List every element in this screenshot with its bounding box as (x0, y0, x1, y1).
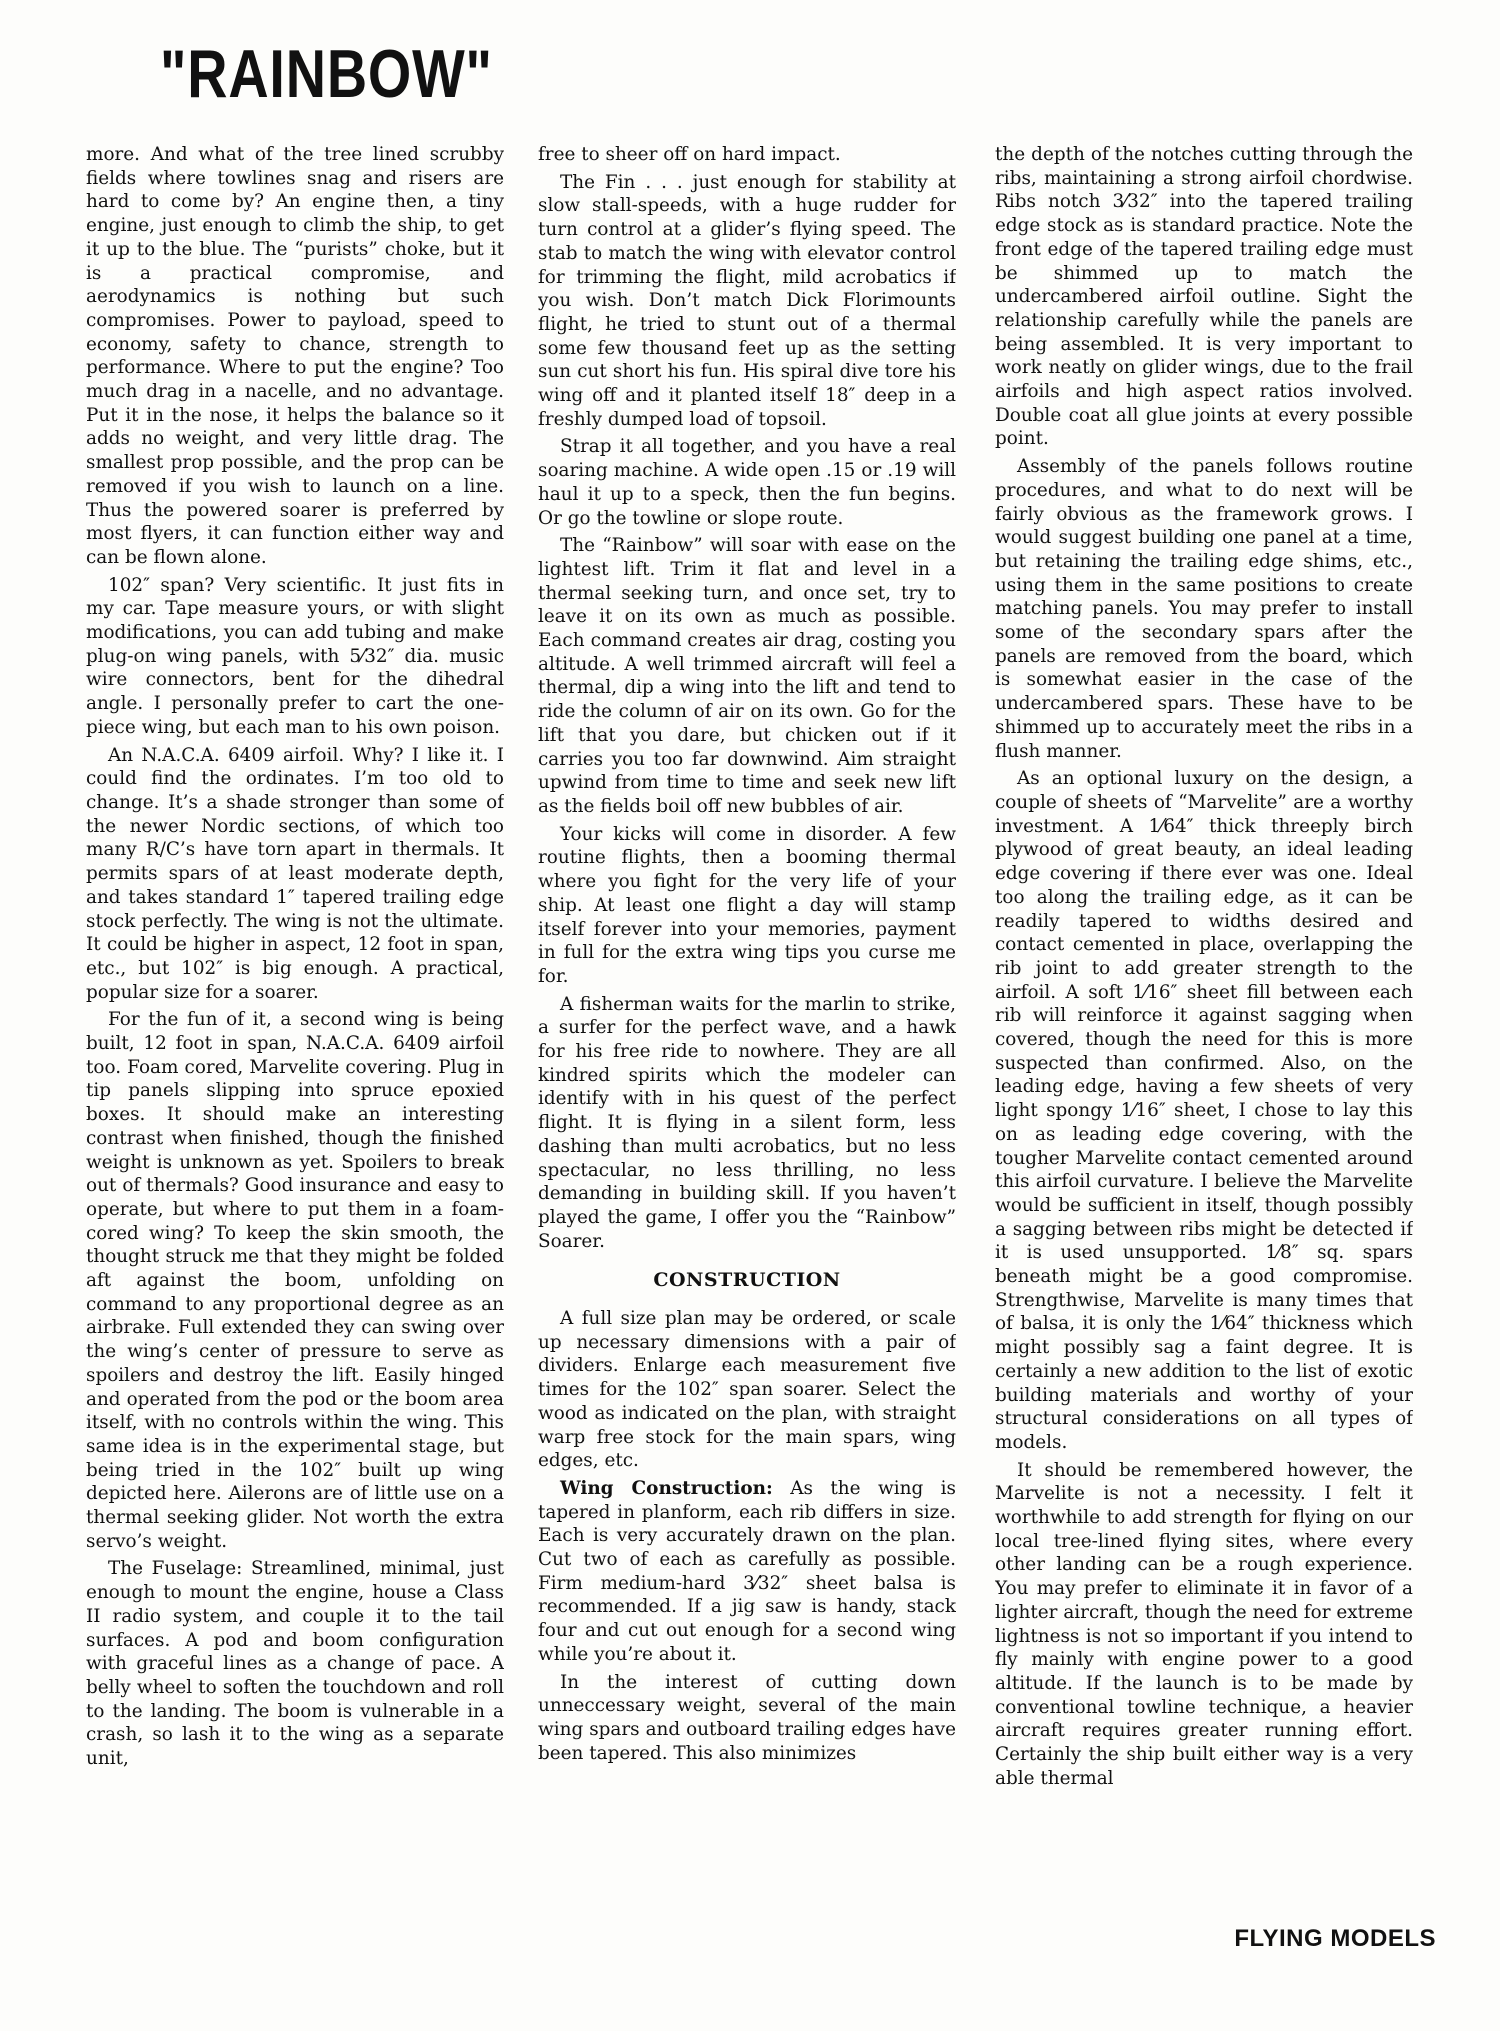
paragraph: 102″ span? Very scientific. It just fits in my car. Tape measure yours, or with slight modifications, you can add tubing and make plug-on wing panels, with 5⁄32″ dia. music wire connectors, bent for the dihedral angle. I personally prefer to cart the one-piece wing, but each man to his own poison. (86, 574, 504, 738)
paragraph: A full size plan may be ordered, or scale up necessary dimensions with a pair of dividers. Enlarge each measurement five times for the 102″ span soarer. Select the wood as indicated on the plan, with straight warp free stock for the main spars, wing edges, etc. (538, 1308, 956, 1472)
paragraph: It should be remembered however, the Marvelite is not a necessity. I felt it worthwhile to add strength for flying on our local tree-lined flying sites, where every other landing can be a rough experience. You may prefer to eliminate it in favor of a lighter aircraft, though the need for extreme lightness is not so important if you intend to fly mainly with engine power to a good altitude. If the launch is to be made by conventional towline technique, a heavier aircraft requires greater running effort. Certainly the ship built either way is a very able thermal (995, 1459, 1413, 1789)
paragraph: Strap it all together, and you have a real soaring machine. A wide open .15 or .19 will haul it up to a speck, then the fun begins. Or go the towline or slope route. (538, 436, 956, 529)
paragraph: For the fun of it, a second wing is being built, 12 foot in span, N.A.C.A. 6409 airfoil too. Foam cored, Marvelite covering. Plug in tip panels slipping into spruce epoxied boxes. It should make an interesting contrast when finished, though the finished weight is unknown as yet. Spoilers to break out of thermals? Good insurance and easy to operate, but where to put them in a foam-cored wing? To keep the skin smooth, the thought struck me that they might be folded aft against the boom, unfolding on command to any proportional degree as an airbrake. Full extended they can swing over the wing’s center of pressure to serve as spoilers and destroy the lift. Easily hinged and operated from the pod or the boom area itself, with no controls within the wing. This same idea is in the experimental stage, but being tried in the 102″ built up wing depicted here. Ailerons are of little use on a thermal seeking glider. Not worth the extra servo’s weight. (86, 1009, 504, 1552)
paragraph: An N.A.C.A. 6409 airfoil. Why? I like it. I could find the ordinates. I’m too old to change. It’s a shade stronger than some of the newer Nordic sections, of which too many R/C’s have torn apart in thermals. It permits spars of at least moderate depth, and takes standard 1″ tapered trailing edge stock perfectly. The wing is not the ultimate. It could be higher in aspect, 12 foot in span, etc., but 102″ is big enough. A practical, popular size for a soarer. (86, 744, 504, 1003)
paragraph: more. And what of the tree lined scrubby fields where towlines snag and risers are hard to come by? An engine then, a tiny engine, just enough to climb the ship, to get it up to the blue. The “purists” choke, but it is a practical compromise, and aerodynamics is nothing but such compromises. Power to payload, speed to economy, safety to chance, strength to performance. Where to put the engine? Too much drag in a nacelle, and no advantage. Put it in the nose, it helps the balance so it adds no weight, and very little drag. The smallest prop possible, and the prop can be removed if you wish to launch on a line. Thus the powered soarer is preferred by most flyers, it can function either way and can be flown alone. (86, 144, 504, 568)
paragraph: The Fin . . . just enough for stability at slow stall-speeds, with a huge rudder for turn control at a glider’s flying speed. The stab to match the wing with elevator control for trimming the flight, mild acrobatics if you wish. Don’t match Dick Florimounts flight, he tried to stunt out of a thermal some few thousand feet up as the setting sun cut short his fun. His spiral dive tore his wing off and it planted itself 18″ deep in a freshly dumped load of topsoil. (538, 171, 956, 430)
article-title: "RAINBOW" (160, 36, 493, 112)
paragraph: The “Rainbow” will soar with ease on the lightest lift. Trim it flat and level in a thermal seeking turn, and once set, try to leave it on its own as much as possible. Each command creates air drag, costing you altitude. A well trimmed aircraft will feel a thermal, dip a wing into the lift and tend to ride the column of air on its own. Go for the lift that you dare, but chicken out if it carries you too far downwind. Aim straight upwind from time to time and seek new lift as the fields boil off new bubbles of air. (538, 535, 956, 817)
paragraph: Assembly of the panels follows routine procedures, and what to do next will be fairly obvious as the framework grows. I would suggest building one panel at a time, but retaining the trailing edge shims, etc., using them in the same positions to create matching panels. You may prefer to install some of the secondary spars after the panels are removed from the board, which is somewhat easier in the case of the undercambered spars. These have to be shimmed up to accurately meet the ribs in a flush manner. (995, 456, 1413, 762)
paragraph: free to sheer off on hard impact. (538, 144, 841, 165)
section-heading: CONSTRUCTION (653, 1269, 841, 1292)
paragraph: In the interest of cutting down unneccessary weight, several of the main wing spars and outboard trailing edges have been tapered. This also minimizes (538, 1671, 956, 1764)
text-column-2 (538, 143, 956, 1903)
paragraph: The Fuselage: Streamlined, minimal, just enough to mount the engine, house a Class II radio system, and couple it to the tail surfaces. A pod and boom configuration with graceful lines as a change of pace. A belly wheel to soften the touchdown and roll to the landing. The boom is vulnerable in a crash, so lash it to the wing as a separate unit, (86, 1558, 504, 1770)
text-column-1 (86, 143, 504, 1903)
paragraph: As an optional luxury on the design, a couple of sheets of “Marvelite” are a worthy investment. A 1⁄64″ thick threeply birch plywood of great beauty, an ideal leading edge covering if there ever was one. Ideal too along the trailing edge, as it can be readily tapered to widths desired and contact cemented in place, overlapping the rib joint to add greater strength to the airfoil. A soft 1⁄16″ sheet fill between each rib will reinforce it against sagging when covered, though the need for this is more suspected than confirmed. Also, on the leading edge, having a few sheets of very light spongy 1⁄16″ sheet, I chose to lay this on as leading edge covering, with the tougher Marvelite contact cemented around this airfoil curvature. I believe the Marvelite would be sufficient in itself, though possibly a sagging between ribs might be detected if it is used unsupported. 1⁄8″ sq. spars beneath might be a good compromise. Strengthwise, Marvelite is many times that of balsa, it is only the 1⁄64″ thickness which might possibly sag a faint degree. It is certainly a new addition to the list of exotic building materials and worthy of your structural considerations on all types of models. (995, 768, 1413, 1453)
lead-label: Wing Construction: (560, 1477, 773, 1499)
paragraph-with-lead (538, 1477, 956, 1667)
paragraph: A fisherman waits for the marlin to strike, a surfer for the perfect wave, and a hawk for his free ride to nowhere. They are all kindred spirits which the modeler can identify with in his quest of the perfect flight. It is flying in a silent form, less dashing than multi acrobatics, but no less spectacular, no less thrilling, no less demanding in building skill. If you haven’t played the game, I offer you the “Rainbow” Soarer. (538, 993, 956, 1252)
magazine-footer: FLYING MODELS (1234, 1925, 1436, 1952)
paragraph: Your kicks will come in disorder. A few routine flights, then a booming thermal where you fight for the very life of your ship. At least one flight a day will stamp itself forever into your memories, payment in full for the extra wing tips you curse me for. (538, 823, 956, 987)
paragraph: the depth of the notches cutting through the ribs, maintaining a strong airfoil chordwise. Ribs notch 3⁄32″ into the tapered trailing edge stock as is standard practice. Note the front edge of the tapered trailing edge must be shimmed up to match the undercambered airfoil outline. Sight the relationship carefully while the panels are being assembled. It is very important to work neatly on glider wings, due to the frail airfoils and high aspect ratios involved. Double coat all glue joints at every possible point. (995, 144, 1413, 450)
paragraph-body: As the wing is tapered in planform, each rib differs in size. Each is very accurately drawn on the plan. Cut two of each as carefully as possible. Firm medium-hard 3⁄32″ sheet balsa is recommended. If a jig saw is handy, stack four and cut out enough for a second wing while you’re about it. (538, 1477, 956, 1665)
text-column-3 (995, 143, 1413, 1903)
